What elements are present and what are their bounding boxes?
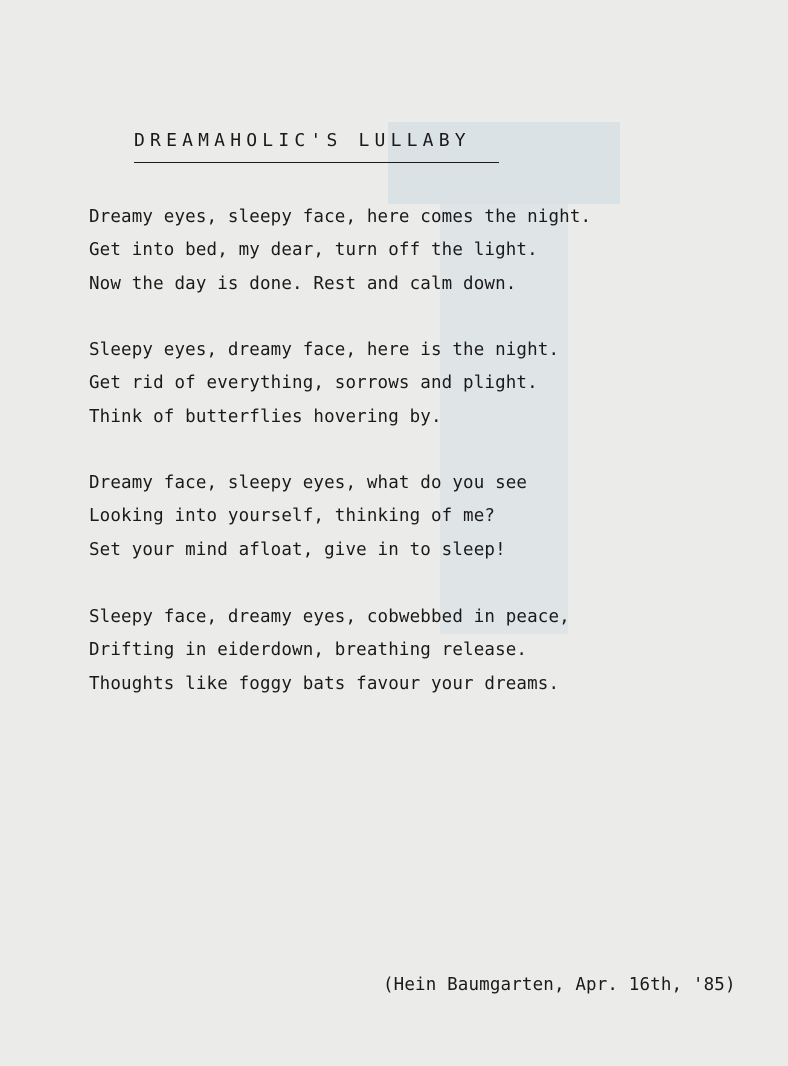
- poem-line: Sleepy eyes, dreamy face, here is the night.: [89, 340, 560, 360]
- poem-line: Get into bed, my dear, turn off the light.: [89, 240, 538, 261]
- stanza-3: [89, 467, 649, 567]
- poem-title: DREAMAHOLIC'S LULLABY: [134, 130, 471, 151]
- stanza-4: [89, 601, 649, 701]
- poem-line: Now the day is done. Rest and calm down.: [89, 273, 517, 294]
- poem-line: Set your mind afloat, give in to sleep!: [89, 539, 506, 560]
- poem-line: Sleepy face, dreamy eyes, cobwebbed in peace,: [89, 607, 570, 627]
- poem-line: Looking into yourself, thinking of me?: [89, 506, 496, 527]
- poem-line: Dreamy eyes, sleepy face, here comes the night.: [89, 207, 592, 227]
- author-credit: (Hein Baumgarten, Apr. 16th, '85): [383, 975, 736, 995]
- poem-line: Think of butterflies hovering by.: [89, 406, 442, 427]
- stanza-2: [89, 334, 649, 434]
- poem-line: Drifting in eiderdown, breathing release.: [89, 640, 528, 661]
- poem-line: Dreamy face, sleepy eyes, what do you see: [89, 473, 528, 493]
- poem-line: Thoughts like foggy bats favour your dreams.: [89, 673, 560, 694]
- stanza-1: [89, 201, 649, 301]
- poem-line: Get rid of everything, sorrows and plight.: [89, 373, 538, 394]
- title-underline: [134, 162, 499, 163]
